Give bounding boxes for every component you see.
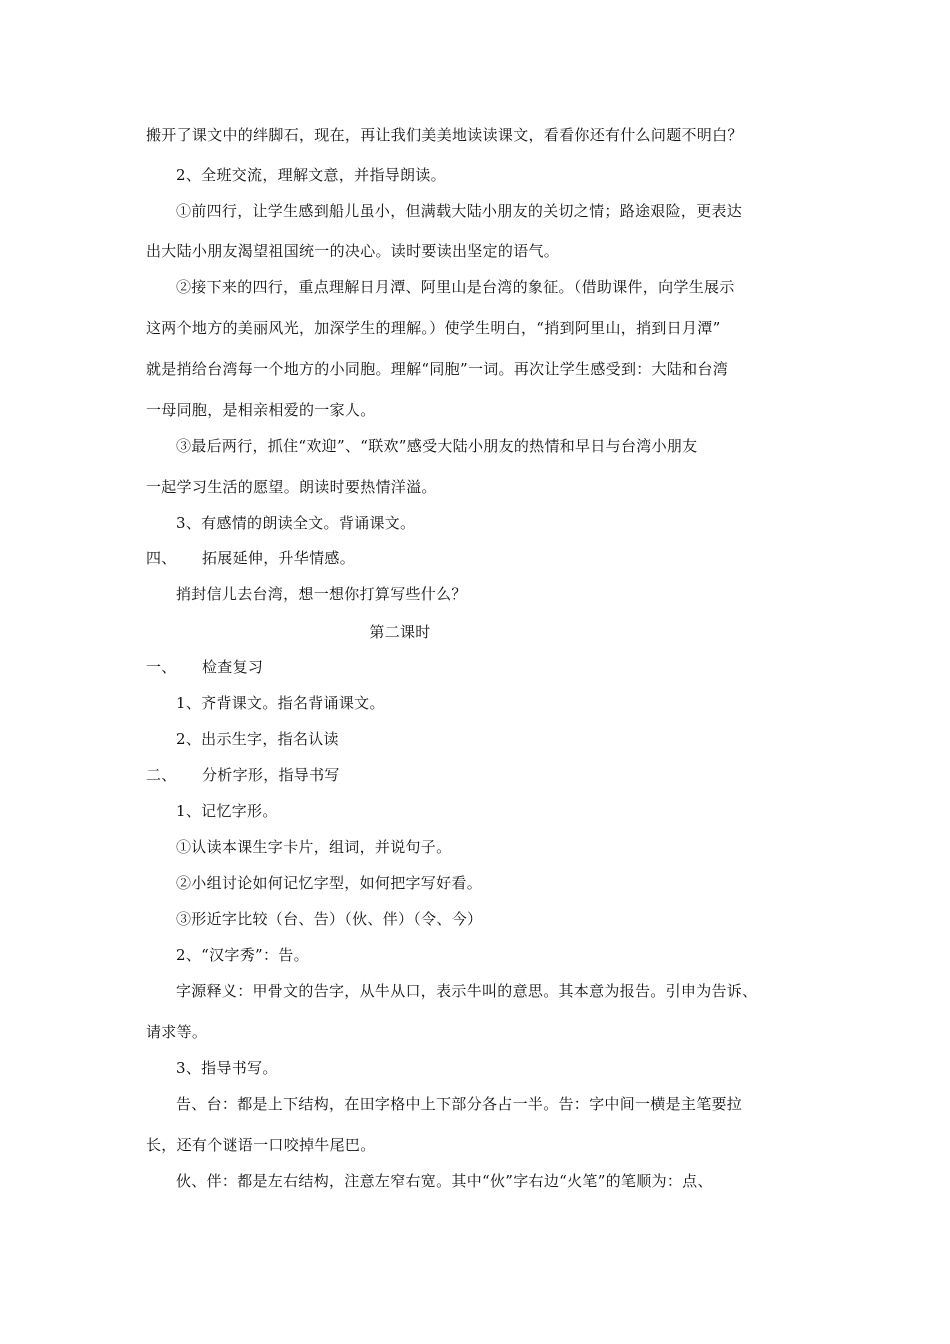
paragraph-line: 2、“汉字秀”：告。 [176, 946, 309, 964]
paragraph-line: 一起学习生活的愿望。朗读时要热情洋溢。 [146, 478, 437, 496]
section-title: 拓展延伸，升华情感。 [202, 549, 356, 567]
paragraph-line: 请求等。 [146, 1023, 208, 1041]
paragraph-line: 2、全班交流，理解文意，并指导朗读。 [176, 166, 446, 184]
paragraph-line: 就是捎给台湾每一个地方的小同胞。理解“同胞”一词。再次让学生感受到：大陆和台湾 [146, 360, 729, 378]
paragraph-line: 1、记忆字形。 [176, 802, 278, 820]
paragraph-line: ①前四行，让学生感到船儿虽小，但满载大陆小朋友的关切之情；路途艰险，更表达 [176, 202, 743, 220]
section-number: 二、 [146, 766, 177, 784]
section-number: 一、 [146, 658, 177, 676]
paragraph-line: ②接下来的四行，重点理解日月潭、阿里山是台湾的象征。（借助课件，向学生展示 [176, 278, 735, 296]
section-title: 检查复习 [202, 658, 264, 676]
paragraph-line: 一母同胞，是相亲相爱的一家人。 [146, 401, 376, 419]
section-heading-2 [146, 765, 816, 785]
paragraph-line: 搬开了课文中的绊脚石，现在，再让我们美美地读读课文，看看你还有什么问题不明白？ [146, 126, 743, 144]
paragraph-line: 出大陆小朋友渴望祖国统一的决心。读时要读出坚定的语气。 [146, 242, 560, 260]
paragraph-line: 长，还有个谜语一口咬掉牛尾巴。 [146, 1136, 376, 1154]
paragraph-line: ③形近字比较（台、告）（伙、伴）（令、今） [176, 910, 483, 928]
section-heading-1 [146, 657, 816, 677]
paragraph-line: ②小组讨论如何记忆字型，如何把字写好看。 [176, 874, 483, 892]
paragraph-line: 3、指导书写。 [176, 1059, 278, 1077]
paragraph-line: 伙、伴：都是左右结构，注意左窄右宽。其中“伙”字右边“火笔”的笔顺为：点、 [176, 1172, 713, 1190]
paragraph-line: 捎封信儿去台湾，想一想你打算写些什么？ [176, 585, 467, 603]
section-number: 四、 [146, 549, 177, 567]
lesson-title: 第二课时 [369, 623, 431, 641]
paragraph-line: 告、台：都是上下结构，在田字格中上下部分各占一半。告：字中间一横是主笔要拉 [176, 1095, 743, 1113]
section-heading-4 [146, 548, 816, 568]
paragraph-line: 3、有感情的朗读全文。背诵课文。 [176, 514, 416, 532]
paragraph-line: ①认读本课生字卡片，组词，并说句子。 [176, 838, 452, 856]
paragraph-line: 1、齐背课文。指名背诵课文。 [176, 694, 385, 712]
section-title: 分析字形，指导书写 [202, 766, 340, 784]
paragraph-line: 这两个地方的美丽风光，加深学生的理解。）使学生明白，“捎到阿里山，捎到日月潭” [146, 319, 721, 337]
paragraph-line: 字源释义：甲骨文的告字，从牛从口，表示牛叫的意思。其本意为报告。引申为告诉、 [176, 982, 758, 1000]
paragraph-line: ③最后两行，抓住“欢迎”、“联欢”感受大陆小朋友的热情和早日与台湾小朋友 [176, 437, 698, 455]
paragraph-line: 2、出示生字，指名认读 [176, 730, 339, 748]
